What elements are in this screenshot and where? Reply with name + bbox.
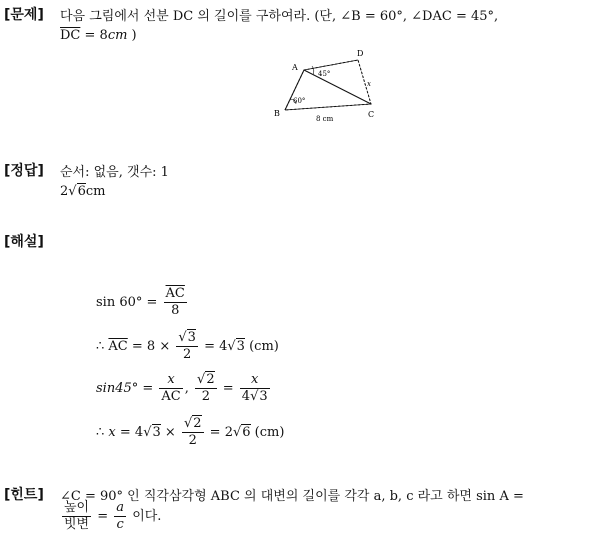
geometry-figure [268,48,388,124]
answer-coef: 2 [60,184,69,199]
equals-hint: = [93,509,109,524]
radicand-2b: 2 [193,416,202,431]
frac-den-rad: 3 [259,389,268,404]
fraction-height-over-hypotenuse [62,500,91,533]
fraction-a-over-c [114,500,126,533]
side-ac [304,70,371,104]
radicand-3: 3 [187,330,196,345]
frac-den-2b: 2 [201,389,210,404]
sin45-left: sin45° = [96,381,154,396]
hint-label: [힌트] [4,487,44,503]
radicand-3c: 3 [152,425,161,440]
sin60-left: sin 60° = [96,295,158,310]
fraction-ac-over-8 [164,286,187,319]
therefore-symbol: ∴ [96,339,105,354]
frac-num-a: a [116,500,125,515]
angle-b-label: 60° [293,97,306,105]
unit-cm-2: (cm) [250,425,285,440]
angle-a-label: 45° [318,70,331,78]
fraction-root2-over-2b: $\frac{√2}{2}$ [183,416,202,448]
fraction-x-over-4root3: $\frac{x}{4√3}$ [241,372,268,404]
close-paren: ) [127,28,137,43]
frac-den-c: c [116,517,124,532]
side-dc-label: x [367,80,371,88]
frac-den-hypotenuse: 빗변 [64,517,90,532]
solution-line-2: ∴ $\overline{AC} = 8$ × $\frac{√3}{2}$ = 4√3 (cm) [96,330,279,362]
var-x: x [108,425,116,440]
length-value: = 8 [80,28,108,43]
answer-label: [정답] [4,163,44,179]
vertex-c: C [368,110,375,119]
comma: , [184,381,189,396]
segment-ac: $\overline{AC}$ [108,339,128,354]
times-8: = 8 × [127,339,171,354]
radicand-6: 6 [242,425,251,440]
radicand-2: 2 [206,372,215,387]
frac-den-coef: 4 [241,389,251,404]
hint-text-line2 [60,500,161,533]
hint-tail: 이다. [128,509,162,524]
frac-den-ac: AC [161,389,181,404]
side-ad [304,60,358,70]
question-label: [문제] [4,7,44,23]
unit-cm: (cm) [244,339,279,354]
answer-text-line1: 순서: 없음, 갯수: 1 [60,165,169,180]
question-text-line1: 다음 그림에서 선분 DC 의 길이를 구하여라. (단, ∠B = 60°, ∠DAC = 45°, [60,9,499,24]
length-unit: cm [107,28,128,43]
segment-dc: $\overline{DC}$ [60,28,81,43]
frac-num-x2: x [240,372,270,389]
fraction-root2-over-2: $\frac{√2}{2}$ [197,372,215,404]
answer-radicand: 6 [77,184,86,199]
frac-num-height: 높이 [64,500,90,515]
answer-unit: cm [85,184,106,199]
question-text-line2 [60,28,137,43]
frac-den-2: 2 [183,347,192,362]
solution-label: [해설] [4,234,44,250]
equals-4b: = 4 [115,425,144,440]
vertex-b: B [274,109,280,118]
answer-value: 2√6cm [60,184,106,199]
solution-line-3 [96,372,272,405]
frac-num-ac: $\overline{AC}$ [165,286,185,301]
frac-den-2c: 2 [188,433,197,448]
hint-text-line1: ∠C = 90° 인 직각삼각형 ABC 의 대변의 길이를 각각 a, b, c 라고 하면 sin A = [60,489,524,504]
solution-line-1 [96,286,189,319]
radicand-3b: 3 [236,339,245,354]
side-bc-label: 8 cm [316,115,334,123]
equals: = [218,381,234,396]
therefore-symbol-2: ∴ [96,425,105,440]
equals-2: = 2 [205,425,233,440]
vertex-d: D [357,49,364,58]
solution-line-4: ∴ x = 4√3 × $\frac{√2}{2}$ = 2√6 (cm) [96,416,285,448]
fraction-root3-over-2: $\frac{√3}{2}$ [178,330,196,362]
fraction-x-over-ac [159,372,182,405]
vertex-a: A [292,63,298,72]
equals-4: = 4 [199,339,228,354]
frac-num-x: x [159,372,182,389]
times: × [160,425,176,440]
frac-den-8: 8 [171,303,180,318]
